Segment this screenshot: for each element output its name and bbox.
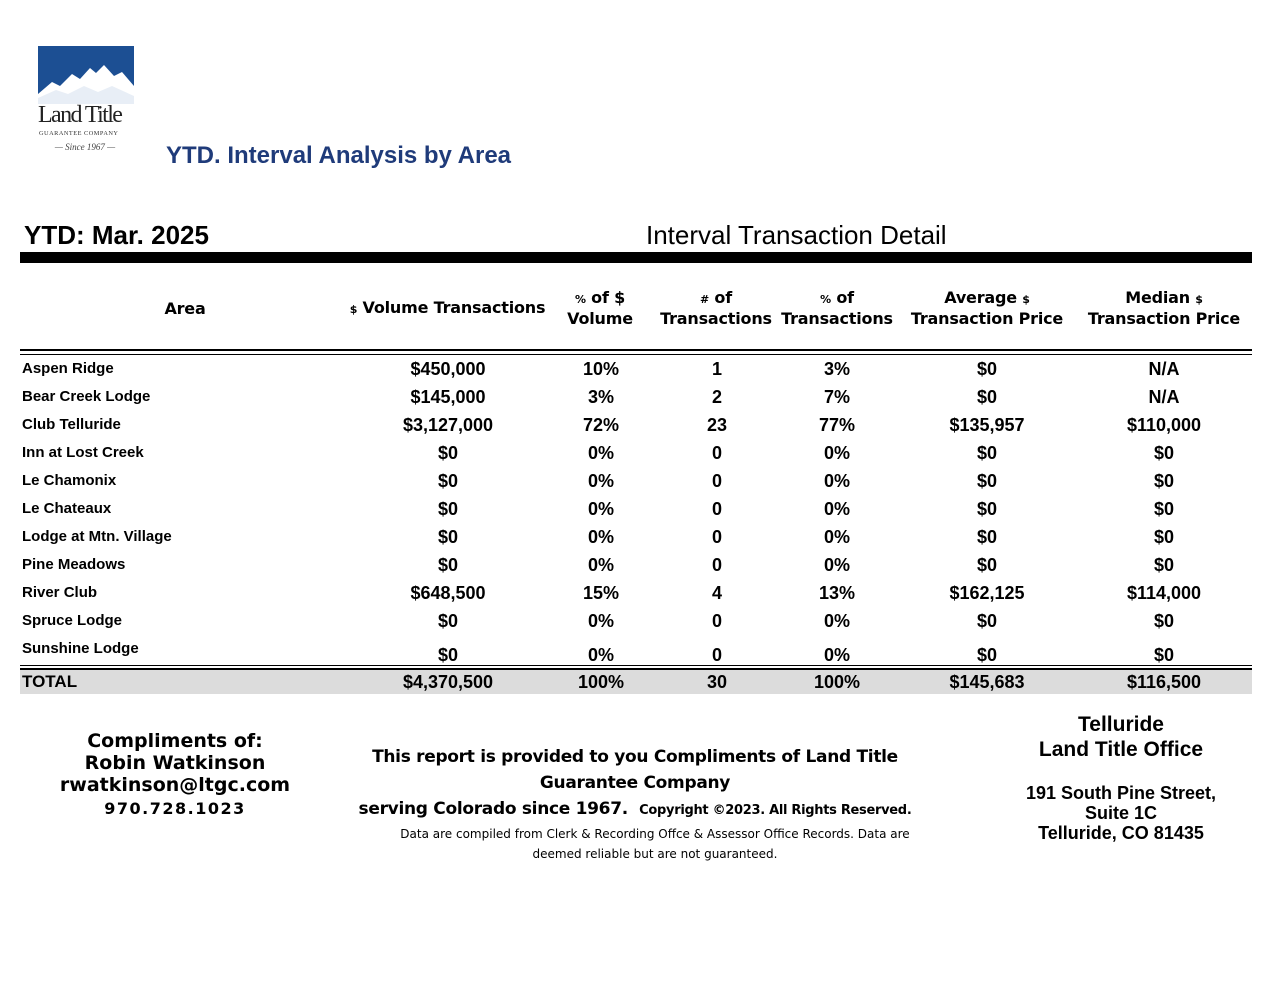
cell-area: Pine Meadows — [22, 556, 126, 573]
cell-median: $0 — [1153, 555, 1175, 575]
cell-volume: $3,127,000 — [402, 415, 494, 435]
cell-median: $114,000 — [1126, 583, 1202, 603]
disclaimer-text: Data are compiled from Clerk & Recording Offce & Assessor Office Records. Data are deemed reliable but are not guaranteed. — [400, 827, 910, 861]
cell-count: 0 — [711, 471, 723, 491]
cell-volume: $0 — [437, 555, 459, 575]
table-row — [20, 495, 1252, 523]
cell-volume: $0 — [437, 645, 459, 665]
column-header-median: Median $ Transaction Price — [1087, 288, 1241, 328]
cell-volume: $450,000 — [410, 359, 486, 379]
cell-area: Le Chateaux — [22, 500, 112, 517]
cell-pct-volume: 0% — [587, 611, 615, 631]
office-address-line-1: 191 South Pine Street, — [1025, 783, 1217, 803]
total-label: TOTAL — [22, 672, 78, 691]
compliments-block — [50, 730, 300, 822]
cell-pct-count: 0% — [823, 499, 851, 519]
cell-area: Le Chamonix — [22, 472, 117, 489]
cell-pct-count: 3% — [823, 359, 851, 379]
cell-average: $0 — [976, 471, 998, 491]
header-divider — [20, 252, 1252, 263]
total-row — [20, 670, 1252, 694]
cell-median: $0 — [1153, 443, 1175, 463]
table-row — [20, 523, 1252, 551]
office-address — [1000, 783, 1242, 843]
cell-area: Spruce Lodge — [22, 612, 123, 629]
cell-volume: $145,000 — [410, 387, 486, 407]
logo-since: — Since 1967 — — [54, 142, 116, 152]
report-notice — [335, 744, 935, 864]
cell-pct-volume: 15% — [582, 583, 620, 603]
table-row — [20, 411, 1252, 439]
table-row — [20, 607, 1252, 635]
cell-median: $0 — [1153, 611, 1175, 631]
cell-median: $0 — [1153, 645, 1175, 665]
total-count: 30 — [706, 672, 728, 692]
cell-pct-count: 0% — [823, 527, 851, 547]
cell-area: Sunshine Lodge — [22, 640, 139, 657]
cell-pct-volume: 72% — [582, 415, 620, 435]
cell-pct-volume: 0% — [587, 499, 615, 519]
cell-pct-count: 0% — [823, 471, 851, 491]
cell-area: Lodge at Mtn. Village — [22, 528, 172, 545]
total-volume: $4,370,500 — [402, 672, 494, 692]
cell-volume: $648,500 — [410, 583, 486, 603]
agent-name: Robin Watkinson — [84, 752, 266, 774]
cell-median: $0 — [1153, 527, 1175, 547]
cell-pct-volume: 0% — [587, 443, 615, 463]
cell-area: Bear Creek Lodge — [22, 388, 151, 405]
cell-area: Aspen Ridge — [22, 360, 114, 377]
cell-area: Club Telluride — [22, 416, 121, 433]
cell-count: 4 — [711, 583, 723, 603]
table-row — [20, 467, 1252, 495]
cell-pct-volume: 0% — [587, 527, 615, 547]
cell-count: 0 — [711, 555, 723, 575]
cell-average: $135,957 — [949, 415, 1025, 435]
table-row — [20, 355, 1252, 383]
cell-average: $0 — [976, 359, 998, 379]
cell-volume: $0 — [437, 443, 459, 463]
report-title: YTD. Interval Analysis by Area — [166, 142, 512, 169]
company-logo — [38, 46, 138, 158]
cell-pct-count: 77% — [818, 415, 856, 435]
table-row — [20, 439, 1252, 467]
office-block — [1000, 712, 1242, 843]
cell-pct-volume: 10% — [582, 359, 620, 379]
table-row — [20, 551, 1252, 579]
table-row — [20, 383, 1252, 411]
cell-count: 0 — [711, 645, 723, 665]
cell-pct-volume: 0% — [587, 471, 615, 491]
column-header-count: # of Transactions — [660, 288, 772, 328]
cell-count: 0 — [711, 527, 723, 547]
period-label: YTD: Mar. 2025 — [24, 220, 209, 250]
notice-line-1: This report is provided to you Compliments of Land Title Guarantee Company — [372, 747, 898, 793]
office-city: Telluride — [1078, 713, 1164, 736]
cell-volume: $0 — [437, 471, 459, 491]
cell-pct-count: 7% — [823, 387, 851, 407]
total-pct-count: 100% — [813, 672, 861, 692]
mountain-logo-icon — [38, 46, 134, 104]
column-header-average: Average $ Transaction Price — [910, 288, 1064, 328]
cell-volume: $0 — [437, 611, 459, 631]
total-average: $145,683 — [949, 672, 1025, 692]
cell-count: 2 — [711, 387, 723, 407]
agent-email[interactable]: rwatkinson@ltgc.com — [59, 774, 291, 796]
cell-median: N/A — [1148, 359, 1180, 379]
cell-median: $0 — [1153, 499, 1175, 519]
cell-count: 23 — [706, 415, 728, 435]
office-name: Land Title Office — [1038, 738, 1204, 761]
cell-count: 0 — [711, 611, 723, 631]
cell-average: $0 — [976, 555, 998, 575]
table-row — [20, 579, 1252, 607]
cell-median: N/A — [1148, 387, 1180, 407]
copyright-text: Copyright ©2023. All Rights Reserved. — [639, 803, 912, 818]
column-header-area: Area — [164, 298, 206, 318]
total-median: $116,500 — [1126, 672, 1202, 692]
cell-pct-volume: 0% — [587, 645, 615, 665]
cell-average: $0 — [976, 387, 998, 407]
column-header-pct-volume: % of $ Volume — [567, 288, 633, 328]
cell-pct-count: 0% — [823, 555, 851, 575]
cell-pct-count: 0% — [823, 645, 851, 665]
office-address-line-3: Telluride, CO 81435 — [1038, 823, 1204, 843]
cell-pct-count: 13% — [818, 583, 856, 603]
cell-volume: $0 — [437, 527, 459, 547]
cell-area: River Club — [22, 584, 98, 601]
cell-count: 1 — [711, 359, 723, 379]
agent-phone: 970.728.1023 — [104, 799, 246, 818]
column-header-volume: $ Volume Transactions — [349, 297, 546, 317]
cell-volume: $0 — [437, 499, 459, 519]
logo-subtitle: GUARANTEE COMPANY — [39, 130, 119, 137]
office-address-line-2: Suite 1C — [1084, 803, 1158, 823]
cell-average: $0 — [976, 611, 998, 631]
cell-average: $0 — [976, 527, 998, 547]
logo-name: Land Title — [38, 102, 122, 128]
cell-pct-volume: 3% — [587, 387, 615, 407]
cell-pct-volume: 0% — [587, 555, 615, 575]
cell-median: $0 — [1153, 471, 1175, 491]
compliments-heading: Compliments of: — [87, 730, 263, 752]
total-pct-volume: 100% — [577, 672, 625, 692]
cell-average: $0 — [976, 443, 998, 463]
cell-median: $110,000 — [1126, 415, 1202, 435]
column-header-pct-count: % of Transactions — [781, 288, 893, 328]
cell-average: $162,125 — [949, 583, 1025, 603]
cell-pct-count: 0% — [823, 611, 851, 631]
notice-line-2: serving Colorado since 1967. Copyright ©2023. All Rights Reserved. — [358, 799, 912, 819]
cell-pct-count: 0% — [823, 443, 851, 463]
cell-average: $0 — [976, 645, 998, 665]
cell-area: Inn at Lost Creek — [22, 444, 144, 461]
cell-count: 0 — [711, 443, 723, 463]
cell-average: $0 — [976, 499, 998, 519]
cell-count: 0 — [711, 499, 723, 519]
detail-title: Interval Transaction Detail — [646, 220, 947, 250]
